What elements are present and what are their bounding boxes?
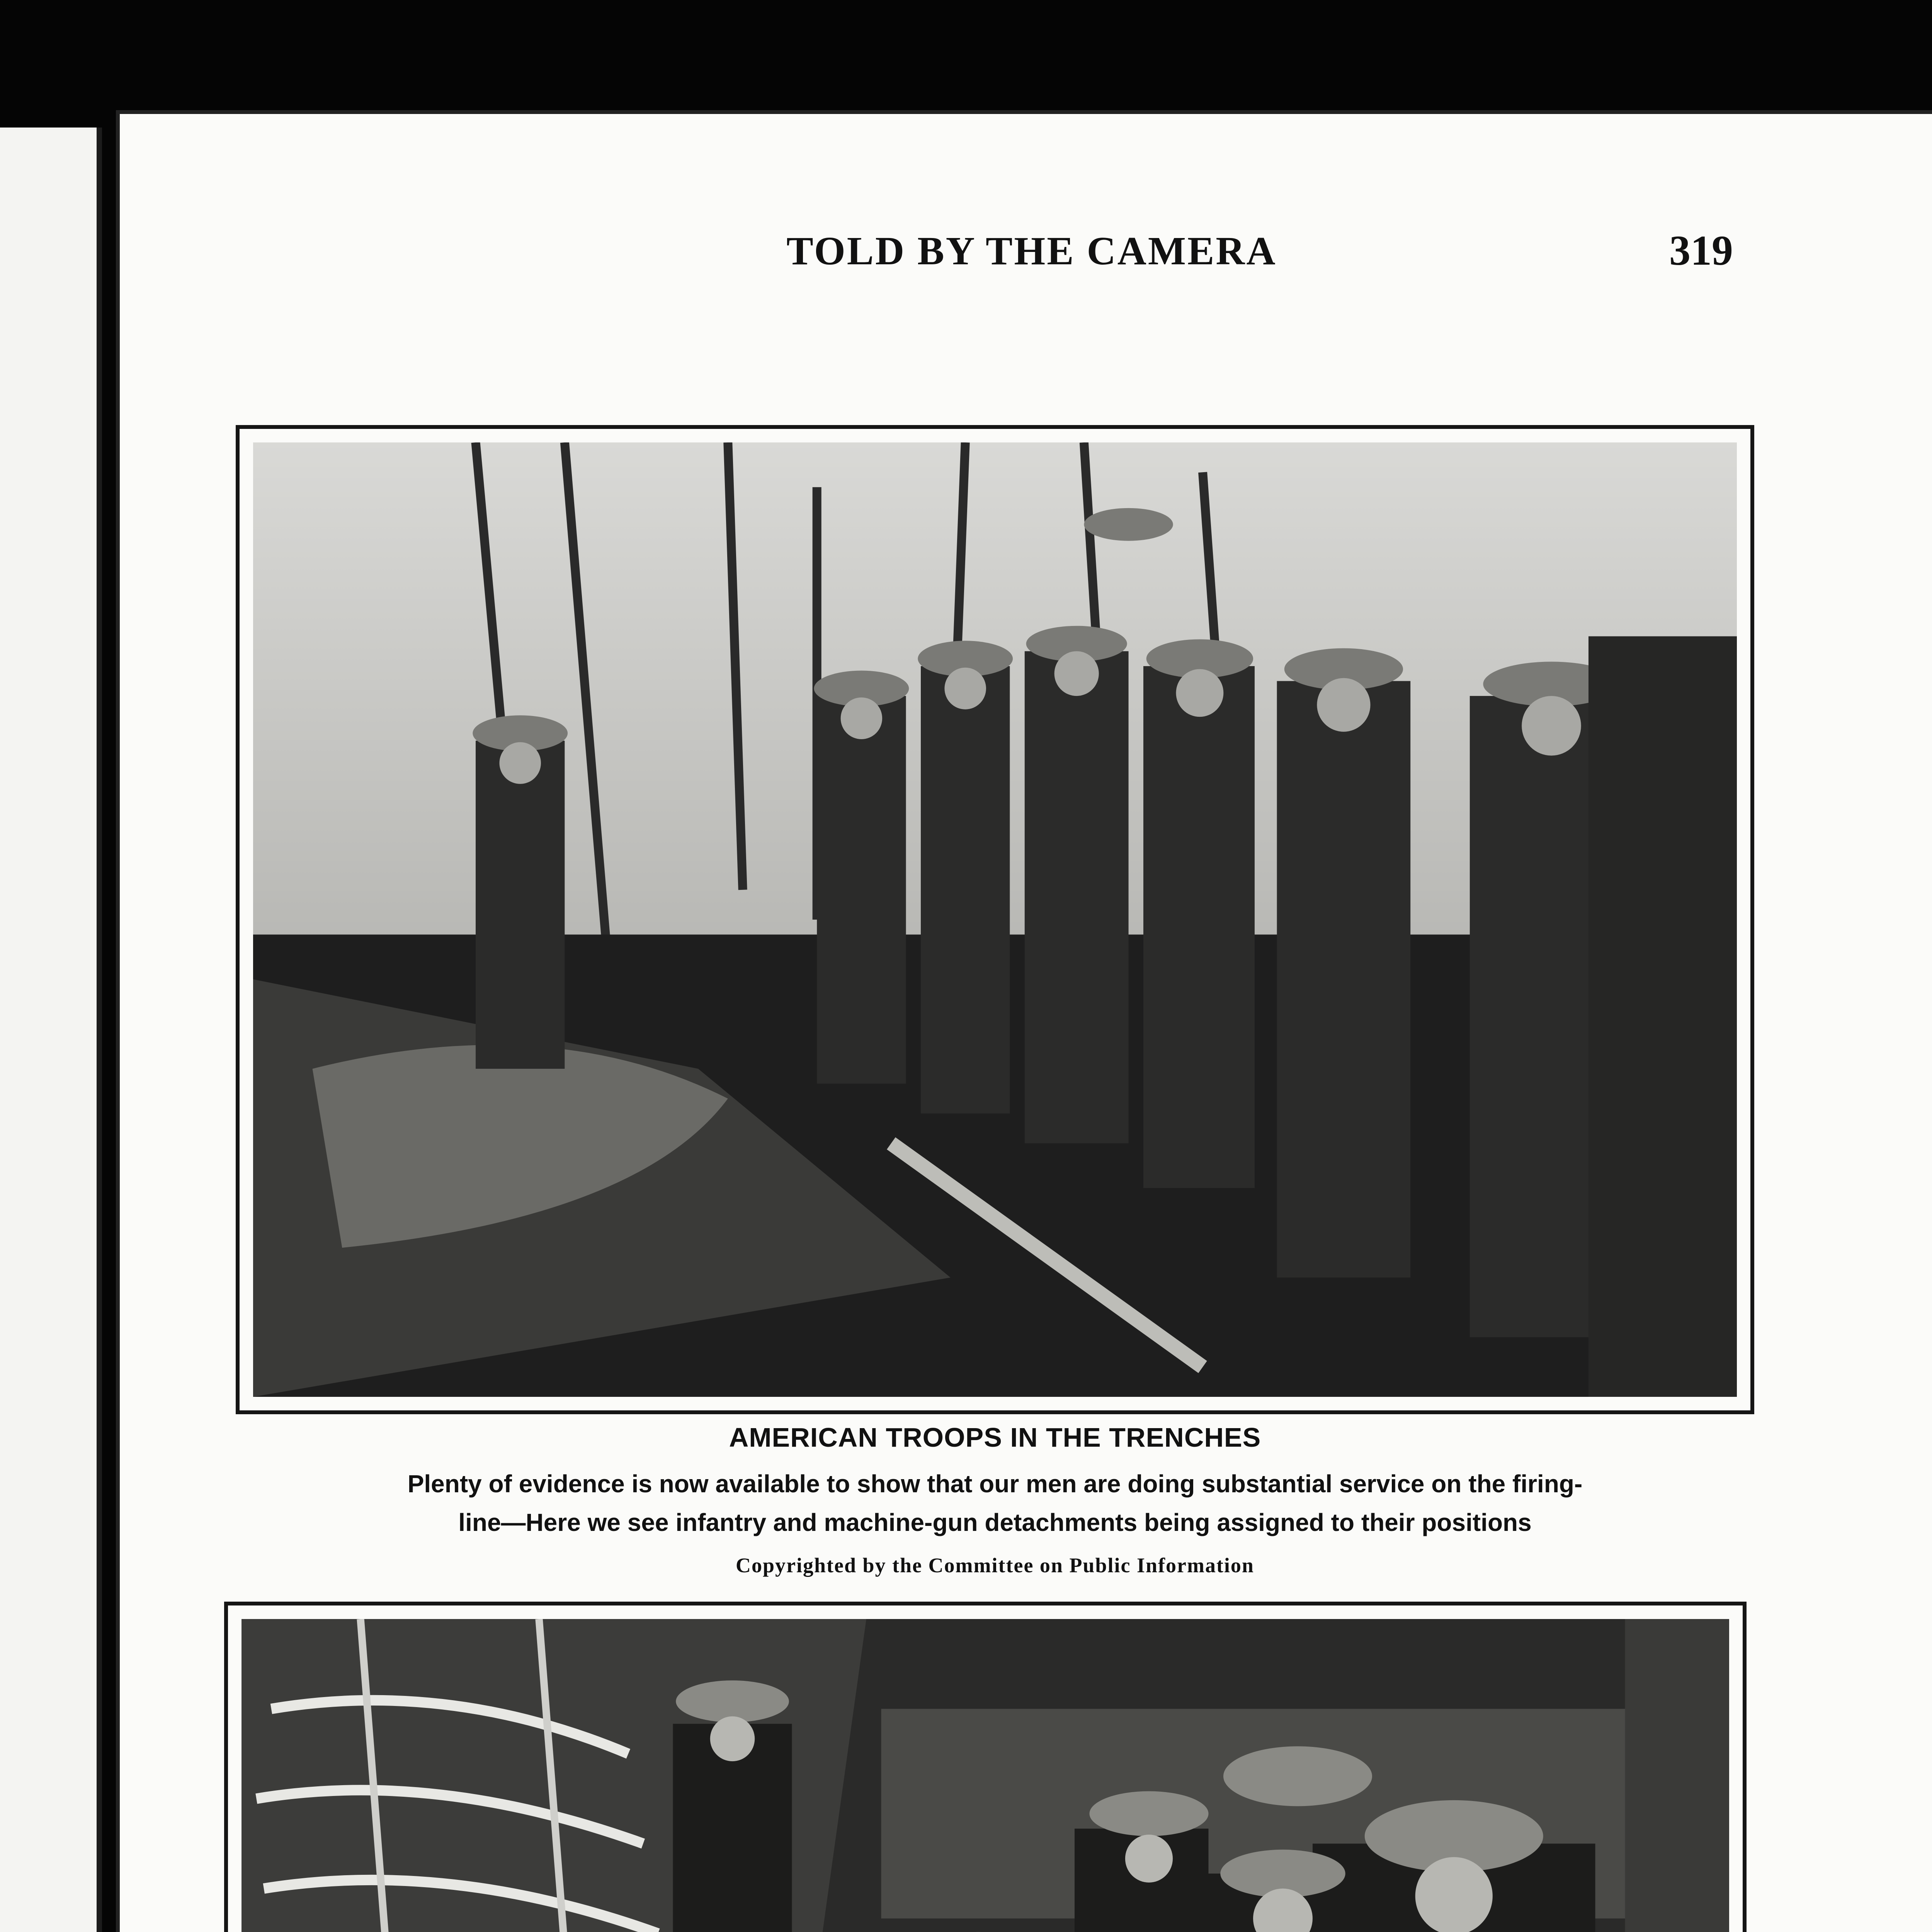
page-number: 319	[1669, 227, 1733, 274]
photo-1-caption	[236, 1464, 1754, 1542]
photo-1-credit: Copyrighted by the Committee on Public Information	[736, 1554, 1254, 1577]
photo-frame-troops	[236, 425, 1754, 1414]
running-head: TOLD BY THE CAMERA	[786, 229, 1277, 273]
photo-frame-messing	[224, 1602, 1747, 1932]
trench-messing-image	[242, 1619, 1729, 1932]
photo-1-caption-line-2: line—Here we see infantry and machine-gun detachments being assigned to their positions	[458, 1509, 1532, 1536]
trench-troops-image	[253, 442, 1737, 1397]
previous-page-edge	[0, 128, 102, 1932]
photo-american-troops	[253, 442, 1737, 1397]
photo-1-title: AMERICAN TROOPS IN THE TRENCHES	[729, 1422, 1261, 1452]
photo-1-caption-line-1: Plenty of evidence is now available to show that our men are doing substantial service on the firing-	[407, 1470, 1583, 1498]
photo-messing-in-trenches	[242, 1619, 1729, 1932]
